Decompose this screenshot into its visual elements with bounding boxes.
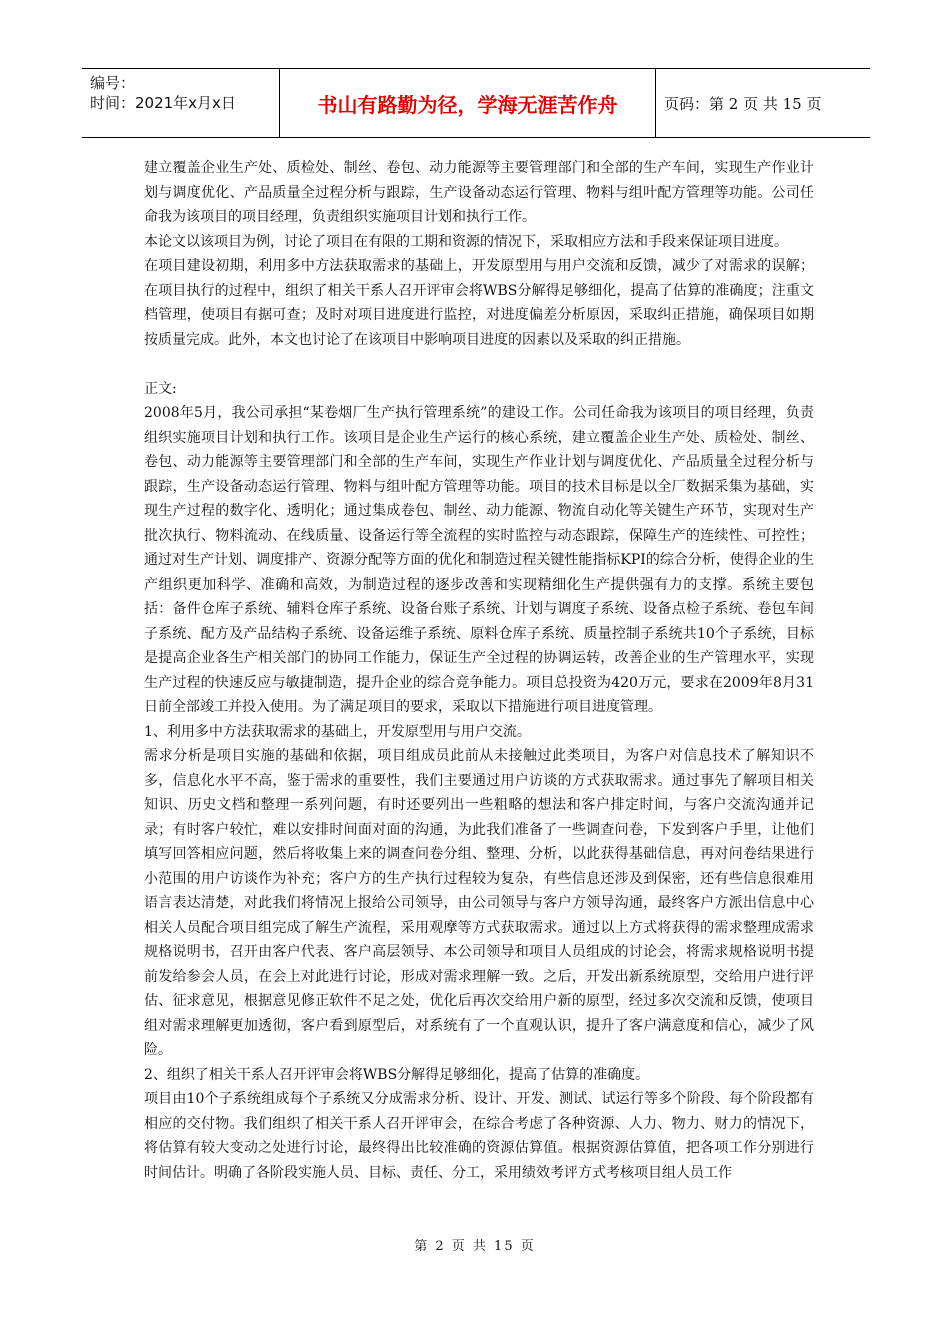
header-motto: 书山有路勤为径，学海无涯苦作舟 — [280, 69, 656, 137]
paragraph: 项目由10个子系统组成每个子系统又分成需求分析、设计、开发、测试、试运行等多个阶段、每个阶段都有相应的交付物。我们组织了相关干系人召开评审会，在综合考虑了各种资源、人力、物力、财力的情况下，将估算有较大变动之处进行讨论，最终得出比较准确的资源估算值。根据资源估算值，把各项工作分别进行时间估计。明确了各阶段实施人员、目标、责任、分工，采用绩效考评方式考核项目组人员工作 — [144, 1091, 814, 1181]
subheading: 2、组织了相关干系人召开评审会将WBS分解得足够细化，提高了估算的准确度。 — [144, 1066, 650, 1083]
paragraph: 在项目建设初期，利用多中方法获取需求的基础上，开发原型用与用户交流和反馈，减少了对需求的误解；在项目执行的过程中，组织了相关干系人召开评审会将WBS分解得足够细化，提高了估算的准确度；注重文档管理，使项目有据可查；及时对项目进度进行监控，对进度偏差分析原因，采取纠正措施，确保项目如期按质量完成。此外，本文也讨论了在该项目中影响项目进度的因素以及采取的纠正措施。 — [144, 258, 814, 348]
paragraph: 建立覆盖企业生产处、质检处、制丝、卷包、动力能源等主要管理部门和全部的生产车间，实现生产作业计划与调度优化、产品质量全过程分析与跟踪，生产设备动态运行管理、物料与组叶配方管理等功能。公司任命我为该项目的项目经理，负责组织实施项目计划和执行工作。 — [144, 160, 814, 225]
paragraph: 本论文以该项目为例，讨论了项目在有限的工期和资源的情况下，采取相应方法和手段来保证项目进度。 — [144, 233, 788, 250]
document-date: 时间：2021年x月x日 — [90, 94, 236, 112]
document-body — [144, 156, 814, 1185]
paragraph: 需求分析是项目实施的基础和依据，项目组成员此前从未接触过此类项目，为客户对信息技术了解知识不多，信息化水平不高，鉴于需求的重要性，我们主要通过用户访谈的方式获取需求。通过事先了解项目相关知识、历史文档和整理一系列问题，有时还要列出一些粗略的想法和客户排定时间，与客户交流沟通并记录；有时客户较忙，难以安排时间面对面的沟通，为此我们准备了一些调查问卷，下发到客户手里，让他们填写回答相应问题，然后将收集上来的调查问卷分组、整理、分析，以此获得基础信息，再对问卷结果进行小范围的用户访谈作为补充；客户方的生产执行过程较为复杂，有些信息还涉及到保密，还有些信息很难用语言表达清楚，对此我们将情况上报给公司领导，由公司领导与客户方领导沟通，最终客户方派出信息中心相关人员配合项目组完成了解生产流程，采用观摩等方式获取需求。通过以上方式将获得的需求整理成需求规格说明书，召开由客户代表、客户高层领导、本公司领导和项目人员组成的讨论会，将需求规格说明书提前发给参会人员，在会上对此进行讨论，形成对需求理解一致。之后，开发出新系统原型，交给用户进行评估、征求意见，根据意见修正软件不足之处，优化后再次交给用户新的原型，经过多次交流和反馈，使项目组对需求理解更加透彻，客户看到原型后，对系统有了一个直观认识，提升了客户满意度和信心，减少了风险。 — [144, 748, 814, 1058]
document-number-label: 编号： — [90, 74, 136, 92]
section-heading: 正文: — [144, 380, 177, 397]
page-header — [82, 68, 870, 138]
header-page-number: 页码：第 2 页 共 15 页 — [664, 94, 822, 113]
paragraph-spacer — [144, 352, 814, 377]
header-meta — [82, 69, 280, 137]
paragraph: 2008年5月，我公司承担“某卷烟厂生产执行管理系统”的建设工作。公司任命我为该项目的项目经理，负责组织实施项目计划和执行工作。该项目是企业生产运行的核心系统，建立覆盖企业生产处、质检处、制丝、卷包、动力能源等主要管理部门和全部的生产车间，实现生产作业计划与调度优化、产品质量全过程分析与跟踪，生产设备动态运行管理、物料与组叶配方管理等功能。项目的技术目标是以全厂数据采集为基础，实现生产过程的数字化、透明化；通过集成卷包、制丝、动力能源、物流自动化等关键生产环节，实现对生产批次执行、物料流动、在线质量、设备运行等全流程的实时监控与动态跟踪，保障生产的连续性、可控性；通过对生产计划、调度排产、资源分配等方面的优化和制造过程关键性能指标KPI的综合分析，使得企业的生产组织更加科学、准确和高效，为制造过程的逐步改善和实现精细化生产提供强有力的支撑。系统主要包括：备件仓库子系统、辅料仓库子系统、设备台账子系统、计划与调度子系统、设备点检子系统、卷包车间子系统、配方及产品结构子系统、设备运维子系统、原料仓库子系统、质量控制子系统共10个子系统，目标是提高企业各生产相关部门的协同工作能力，保证生产全过程的协调运转，改善企业的生产管理水平，实现生产过程的快速反应与敏捷制造，提升企业的综合竞争能力。项目总投资为420万元，要求在2009年8月31日前全部竣工并投入使用。为了满足项目的要求，采取以下措施进行项目进度管理。 — [144, 405, 814, 715]
subheading: 1、利用多中方法获取需求的基础上，开发原型用与用户交流。 — [144, 723, 531, 740]
page-footer: 第 2 页 共 15 页 — [414, 1239, 536, 1254]
